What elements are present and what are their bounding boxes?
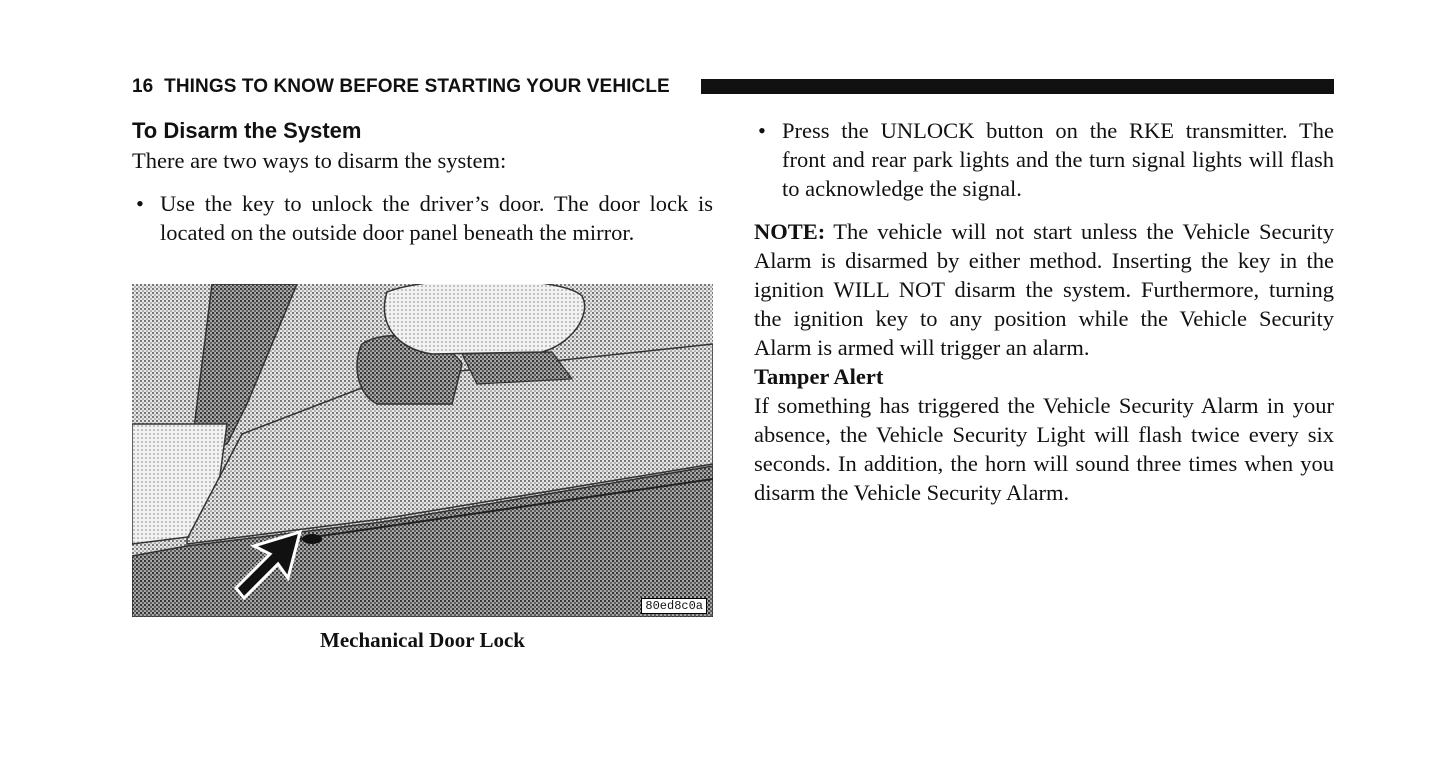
list-item: [132, 189, 713, 247]
section-heading: To Disarm the System: [132, 118, 362, 143]
right-bullet-list: [754, 116, 1334, 203]
note-label: NOTE:: [754, 219, 826, 244]
left-column: [132, 116, 713, 247]
bullet-text: Use the key to unlock the driver’s door. The door lock is located on the outside door panel beneath the mirror.: [160, 191, 713, 245]
header-rule: [701, 79, 1334, 94]
figure-code-label: 80ed8c0a: [641, 598, 707, 614]
left-bullet-list: [132, 189, 713, 247]
tamper-alert-paragraph: If something has triggered the Vehicle Security Alarm in your absence, the Vehicle Security Light will flash twice every six seconds. In addition, the horn will sound three times when you disarm the Vehicle Security Alarm.: [754, 393, 1334, 505]
tamper-alert-heading: Tamper Alert: [754, 364, 884, 389]
page-number: 16: [132, 76, 154, 97]
bullet-icon: •: [136, 191, 144, 216]
list-item: [754, 116, 1334, 203]
door-lock-illustration: [132, 284, 713, 617]
header-text: [132, 76, 670, 98]
bullet-text: Press the UNLOCK button on the RKE transmitter. The front and rear park lights and the turn signal lights will flash to acknowledge the signal.: [782, 118, 1334, 201]
note-text: The vehicle will not start unless the Vehicle Security Alarm is disarmed by either method. Inserting the key in the ignition WILL NOT disarm the system. Furthermore, turning the ignition key to any position while the Vehicle Security Alarm is armed will trigger an alarm.: [754, 219, 1334, 360]
figure-caption: Mechanical Door Lock: [320, 628, 525, 652]
section-title: THINGS TO KNOW BEFORE STARTING YOUR VEHICLE: [164, 76, 670, 97]
bullet-icon: •: [758, 118, 766, 143]
car-door-image: [132, 284, 713, 617]
page-header: [132, 72, 1334, 100]
intro-paragraph: There are two ways to disarm the system:: [132, 148, 507, 173]
right-column: [754, 116, 1334, 507]
note-paragraph: [754, 217, 1334, 362]
